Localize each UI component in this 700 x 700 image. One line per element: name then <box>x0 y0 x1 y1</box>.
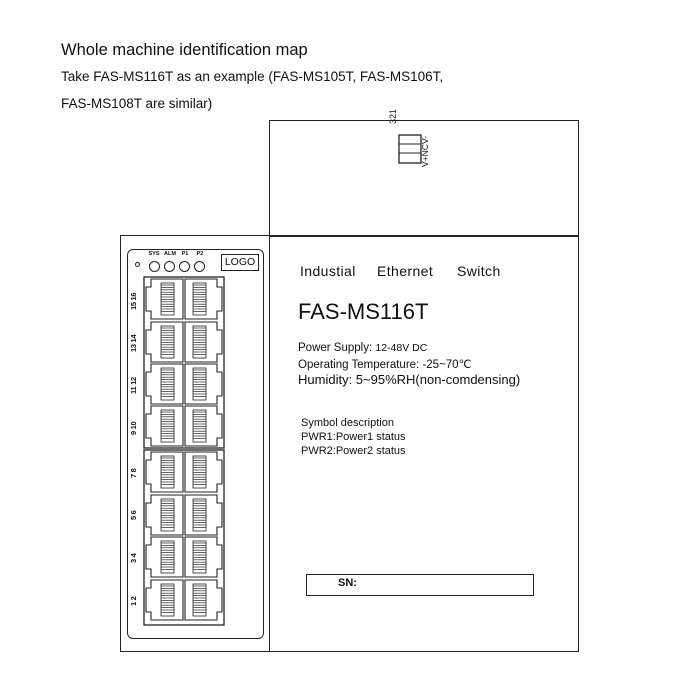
page-heading: Whole machine identification map <box>61 41 308 59</box>
serial-number-label: SN: <box>338 577 357 589</box>
rj45-port-icon <box>146 279 183 319</box>
led-label-sys: SYS <box>148 251 160 257</box>
model-name: FAS-MS116T <box>298 299 429 324</box>
led-label-p1: P1 <box>181 251 189 257</box>
port-pair-label: 9 10 <box>129 421 138 435</box>
operating-temp-value: -25~70℃ <box>422 359 472 371</box>
symbol-description-title: Symbol description <box>301 417 394 429</box>
rj45-port-icon <box>185 364 222 404</box>
rj45-port-icon <box>185 495 222 535</box>
port-pair-label: 13 14 <box>129 334 138 352</box>
page-subheading-line1: Take FAS-MS116T as an example (FAS-MS105T, FAS-MS106T, <box>61 69 444 84</box>
power-supply-value: 12-48V DC <box>375 342 428 354</box>
rj45-port-icon <box>185 452 222 492</box>
rj45-port-icon <box>146 406 183 446</box>
port-pair-label: 3 4 <box>129 553 138 563</box>
power-supply-row <box>298 342 427 354</box>
led-label-alm: ALM <box>164 251 176 257</box>
pwr2-description: PWR2:Power2 status <box>301 445 406 457</box>
port-pair-label: 1 2 <box>129 596 138 606</box>
terminal-pin-numbers: 321 <box>388 108 398 124</box>
rj45-port-icon <box>146 495 183 535</box>
rj45-port-icon <box>185 322 222 362</box>
rj45-port-icon <box>185 279 222 319</box>
rj45-port-icon <box>185 537 222 577</box>
rj45-port-icon <box>185 580 222 620</box>
page-subheading-line2: FAS-MS108T are similar) <box>61 96 213 111</box>
rj45-port-icon <box>146 580 183 620</box>
power-supply-label: Power Supply: <box>298 342 373 354</box>
label-title-word: Industial <box>300 263 356 279</box>
label-title-word: Ethernet <box>377 263 434 279</box>
humidity-spec: Humidity: 5~95%RH(non-comdensing) <box>298 372 521 387</box>
rj45-port-icon <box>146 364 183 404</box>
rj45-port-icon <box>146 537 183 577</box>
rj45-port-icon <box>146 322 183 362</box>
pwr1-description: PWR1:Power1 status <box>301 431 406 443</box>
port-pair-label: 7 8 <box>129 468 138 478</box>
rj45-port-icon <box>146 452 183 492</box>
terminal-pin-labels: V+NCV- <box>420 136 430 167</box>
port-pair-label: 5 6 <box>129 510 138 520</box>
label-title-word: Switch <box>457 263 501 279</box>
port-pair-label: 11 12 <box>129 377 138 395</box>
led-label-p2: P2 <box>196 251 204 257</box>
operating-temp-row <box>298 357 472 371</box>
rj45-port-icon <box>185 406 222 446</box>
logo-placeholder: LOGO <box>221 254 259 271</box>
operating-temp-label: Operating Temperature: <box>298 359 420 371</box>
port-pair-label: 15 16 <box>129 292 138 310</box>
